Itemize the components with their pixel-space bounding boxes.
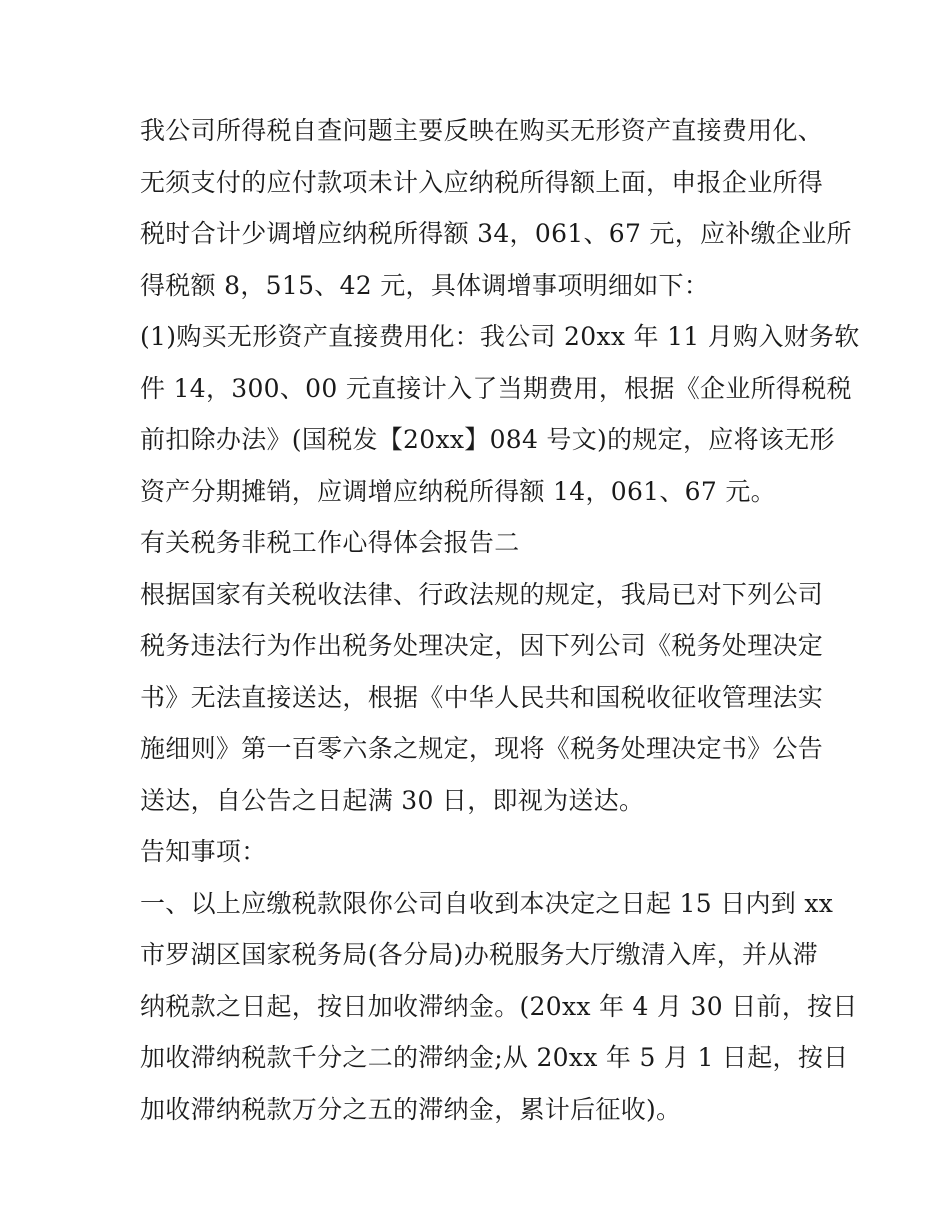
text-line: 税时合计少调增应纳税所得额 34，061、67 元，应补缴企业所 [140,219,852,248]
text-line: 得税额 8，515、42 元，具体调增事项明细如下： [140,270,710,300]
text-line: 件 14，300、00 元直接计入了当期费用，根据《企业所得税税 [140,373,852,403]
text-line: 加收滞纳税款千分之二的滞纳金;从 20xx 年 5 月 1 日起，按日 [140,1043,849,1072]
text-line: 我公司所得税自查问题主要反映在购买无形资产直接费用化、 [140,116,824,145]
text-line: 税务违法行为作出税务处理决定，因下列公司《税务处理决定 [140,631,824,660]
text-line: (1)购买无形资产直接费用化：我公司 20xx 年 11 月购入财务软 [140,322,860,351]
text-line: 前扣除办法》(国税发【20xx】084 号文)的规定，应将该无形 [140,425,835,454]
text-line: 根据国家有关税收法律、行政法规的规定，我局已对下列公司 [140,579,824,609]
notice-heading: 告知事项： [140,837,267,866]
text-line: 无须支付的应付款项未计入应纳税所得额上面，申报企业所得 [140,167,824,197]
text-line: 市罗湖区国家税务局(各分局)办税服务大厅缴清入库，并从滞 [140,940,818,969]
document-body [140,105,860,1135]
text-line: 加收滞纳税款万分之五的滞纳金，累计后征收)。 [140,1094,682,1124]
text-line: 送达，自公告之日起满 30 日，即视为送达。 [140,785,645,815]
section-heading: 有关税务非税工作心得体会报告二 [140,528,520,557]
text-line: 一、以上应缴税款限你公司自收到本决定之日起 15 日内到 xx [140,888,834,918]
text-line: 书》无法直接送达，根据《中华人民共和国税收征收管理法实 [140,682,824,712]
text-line: 施细则》第一百零六条之规定，现将《税务处理决定书》公告 [140,734,824,763]
text-line: 资产分期摊销，应调增应纳税所得额 14，061、67 元。 [140,476,776,506]
text-line: 纳税款之日起，按日加收滞纳金。(20xx 年 4 月 30 日前，按日 [140,991,858,1021]
